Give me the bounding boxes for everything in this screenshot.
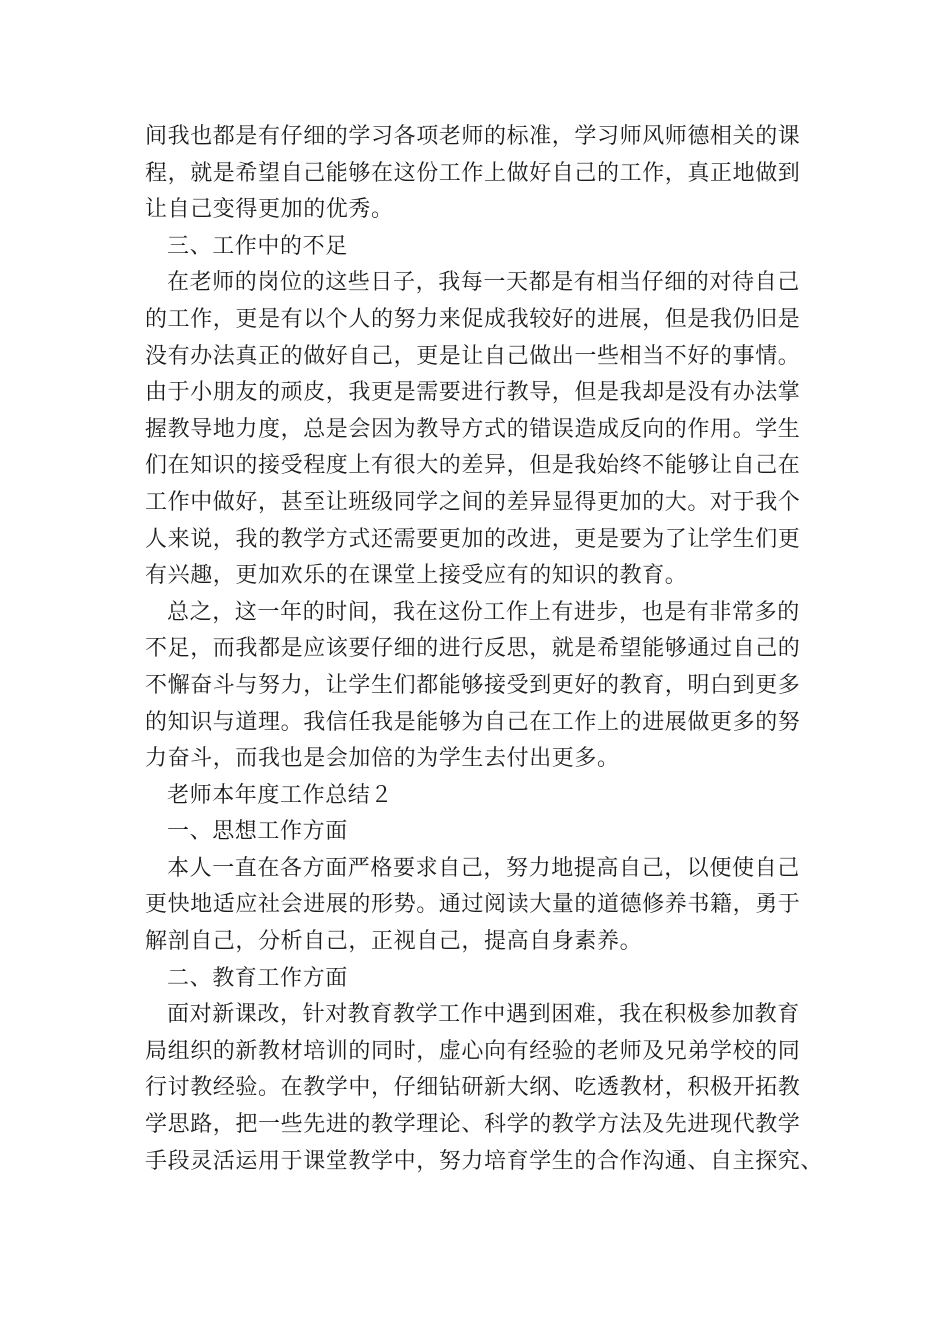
text-line: 间我也都是有仔细的学习各项老师的标准，学习师风师德相关的课 xyxy=(145,124,801,149)
text-line: 总之，这一年的时间，我在这份工作上有进步，也是有非常多的 xyxy=(167,599,800,625)
text-line: 一、思想工作方面 xyxy=(167,819,348,845)
text-line: 们在知识的接受程度上有很大的差异，但是我始终不能够让自己在 xyxy=(145,453,801,479)
text-line: 局组织的新教材培训的同时，虚心向有经验的老师及兄弟学校的同 xyxy=(145,1038,801,1064)
text-line: 程，就是希望自己能够在这份工作上做好自己的工作，真正地做到 xyxy=(145,160,801,186)
text-line: 的知识与道理。我信任我是能够为自己在工作上的进展做更多的努 xyxy=(145,709,801,735)
text-line: 不懈奋斗与努力，让学生们都能够接受到更好的教育，明白到更多 xyxy=(145,672,801,698)
text-line: 工作中做好，甚至让班级同学之间的差异显得更加的大。对于我个 xyxy=(145,489,801,515)
text-line: 学思路，把一些先进的教学理论、科学的教学方法及先进现代教学 xyxy=(145,1112,801,1138)
text-line: 有兴趣，更加欢乐的在课堂上接受应有的知识的教育。 xyxy=(145,563,688,589)
text-line: 的工作，更是有以个人的努力来促成我较好的进展，但是我仍旧是 xyxy=(145,306,801,332)
document-body xyxy=(145,119,825,1180)
text-line: 让自己变得更加的优秀。 xyxy=(145,197,394,223)
text-line: 没有办法真正的做好自己，更是让自己做出一些相当不好的事情。 xyxy=(145,343,801,369)
text-line: 面对新课改，针对教育教学工作中遇到困难，我在积极参加教育 xyxy=(167,1002,800,1028)
text-line: 三、工作中的不足 xyxy=(167,233,348,259)
text-line: 力奋斗，而我也是会加倍的为学生去付出更多。 xyxy=(145,746,620,772)
text-line: 二、教育工作方面 xyxy=(167,965,348,991)
text-line: 手段灵活运用于课堂教学中，努力培育学生的合作沟通、自主探究、 xyxy=(145,1148,824,1174)
text-line: 更快地适应社会进展的形势。通过阅读大量的道德修养书籍，勇于 xyxy=(145,892,801,918)
text-line: 握教导地力度，总是会因为教导方式的错误造成反向的作用。学生 xyxy=(145,416,801,442)
text-line: 本人一直在各方面严格要求自己，努力地提高自己，以便使自己 xyxy=(167,855,800,881)
text-line: 在老师的岗位的这些日子，我每一天都是有相当仔细的对待自己 xyxy=(167,270,800,296)
text-line: 解剖自己，分析自己，正视自己，提高自身素养。 xyxy=(145,929,643,955)
text-line: 老师本年度工作总结２ xyxy=(167,782,394,808)
text-line: 由于小朋友的顽皮，我更是需要进行教导，但是我却是没有办法掌 xyxy=(145,380,801,406)
text-line: 行讨教经验。在教学中，仔细钻研新大纲、吃透教材，积极开拓教 xyxy=(145,1075,801,1101)
text-line: 不足，而我都是应该要仔细的进行反思，就是希望能够通过自己的 xyxy=(145,636,801,662)
text-line: 人来说，我的教学方式还需要更加的改进，更是要为了让学生们更 xyxy=(145,526,801,552)
